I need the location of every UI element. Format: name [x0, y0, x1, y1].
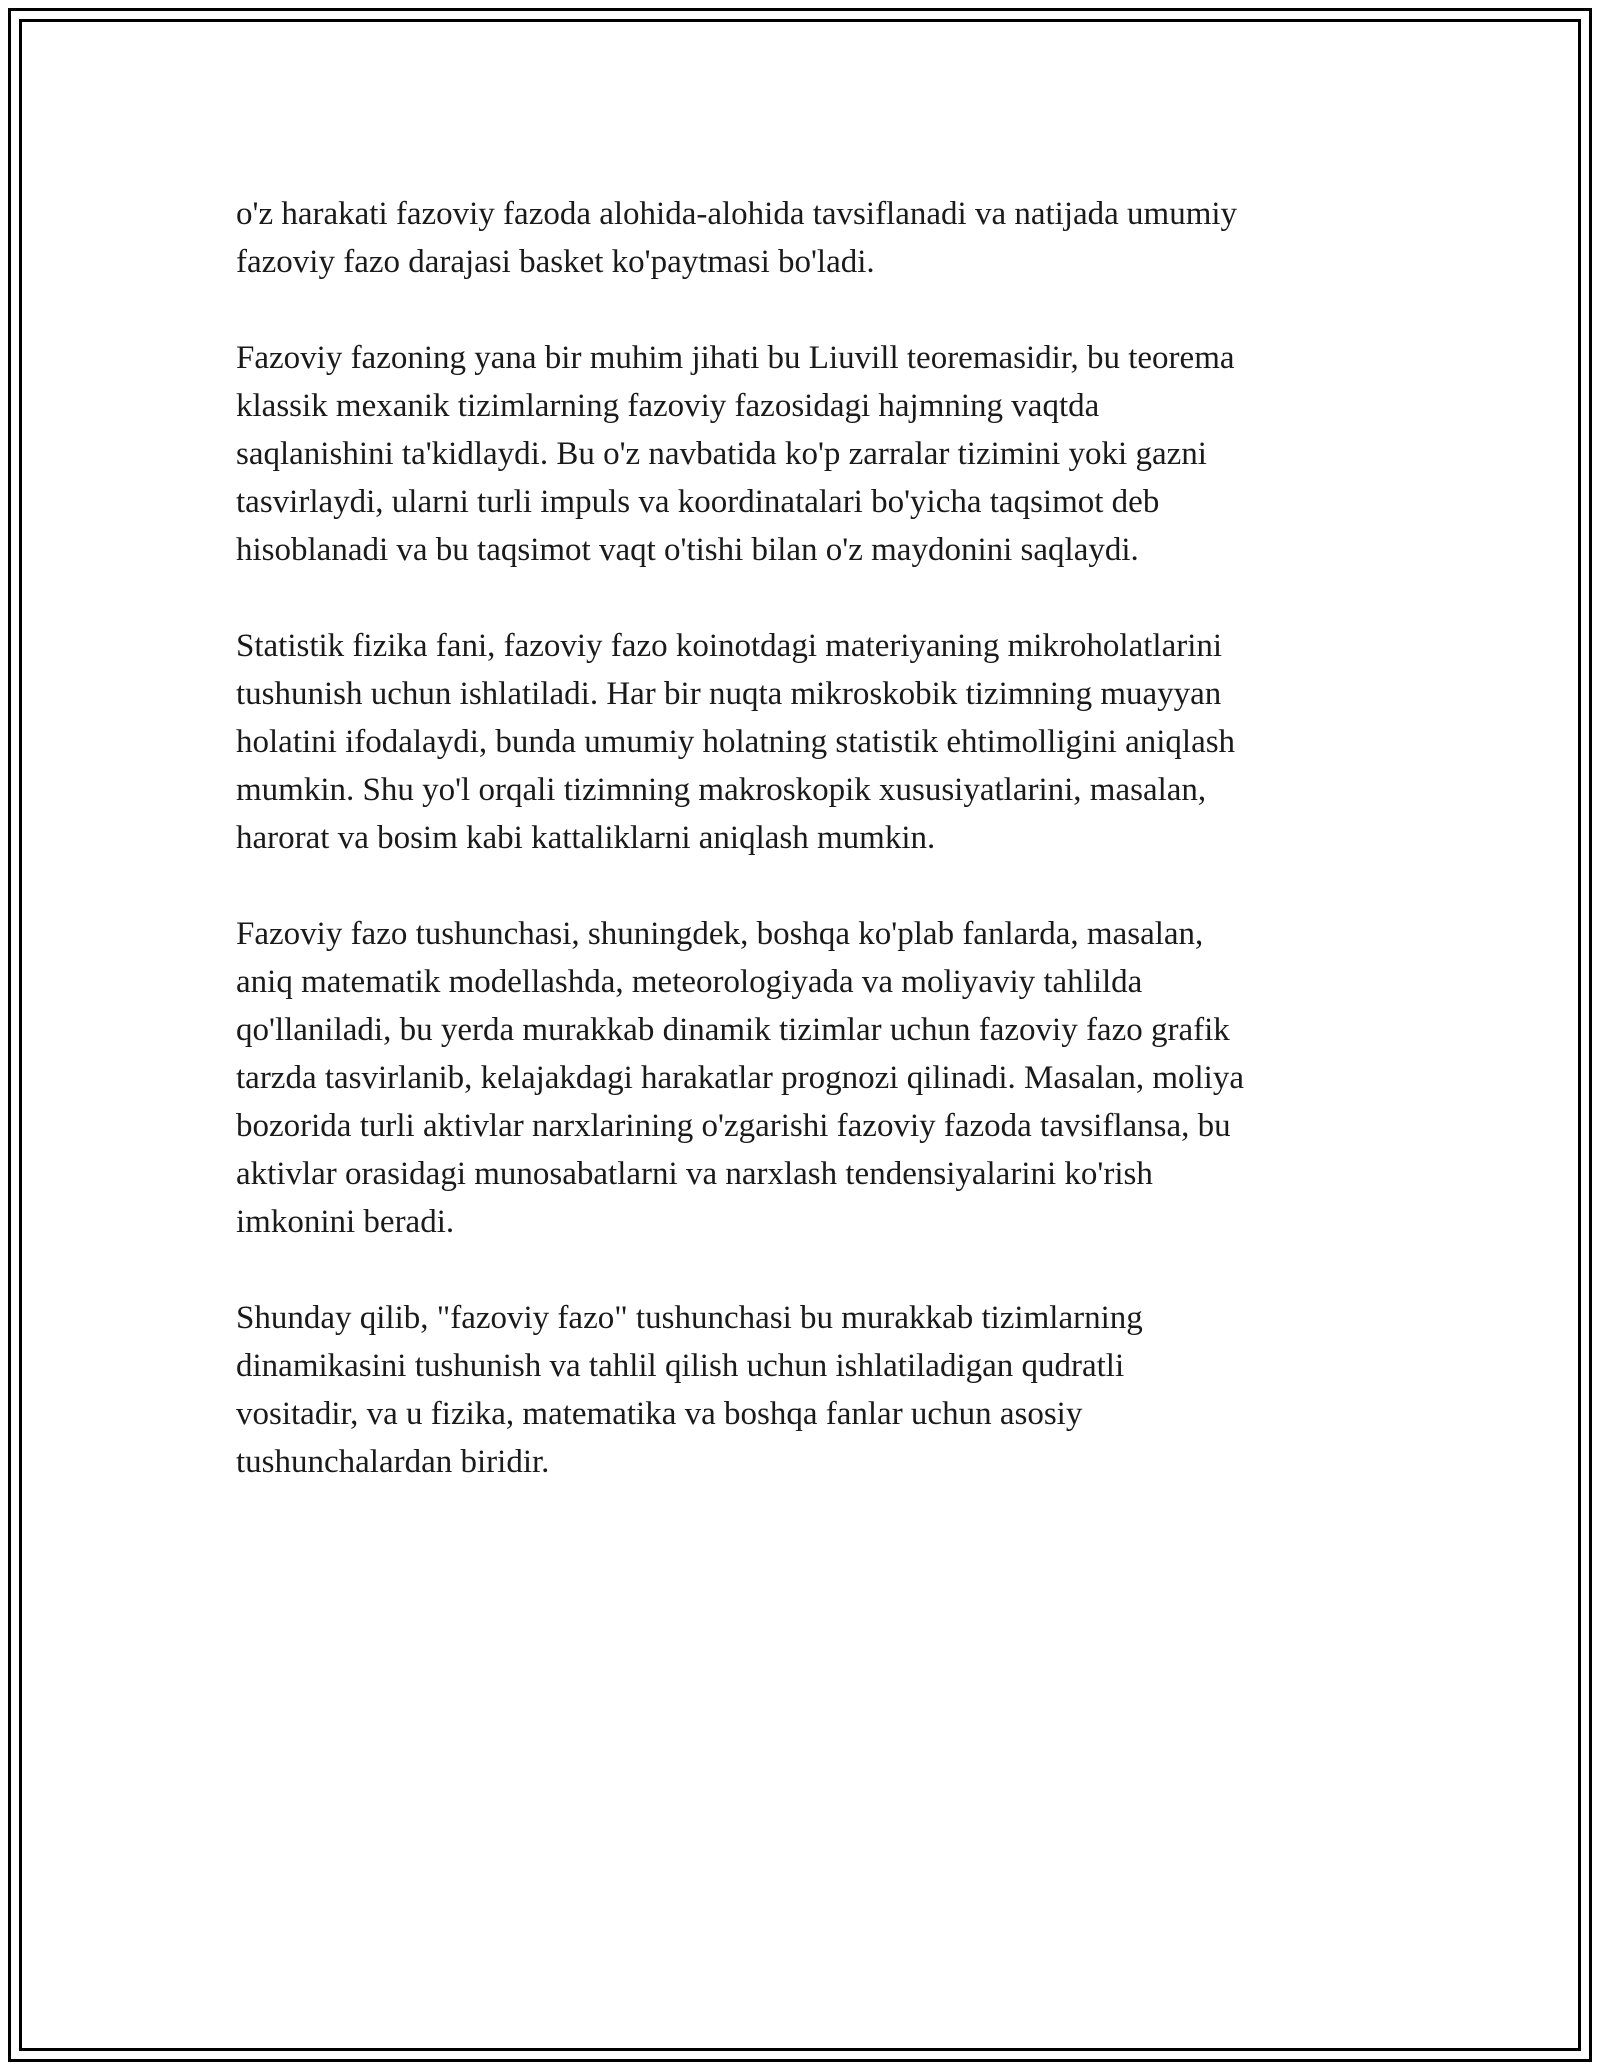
text-line: vositadir, va u fizika, matematika va boshqa fanlar uchun asosiy	[236, 1396, 1083, 1432]
text-line: tasvirlaydi, ularni turli impuls va koordinatalari bo'yicha taqsimot deb	[236, 484, 1160, 520]
text-line: harorat va bosim kabi kattaliklarni aniqlash mumkin.	[236, 820, 936, 856]
text-line: dinamikasini tushunish va tahlil qilish uchun ishlatiladigan qudratli	[236, 1348, 1125, 1384]
text-line: Fazoviy fazoning yana bir muhim jihati bu Liuvill teoremasidir, bu teorema	[236, 340, 1235, 376]
paragraph-3	[236, 622, 1366, 862]
text-line: Statistik fizika fani, fazoviy fazo koinotdagi materiyaning mikroholatlarini	[236, 628, 1223, 664]
text-line: aktivlar orasidagi munosabatlarni va narxlash tendensiyalarini ko'rish	[236, 1156, 1153, 1192]
text-line: o'z harakati fazoviy fazoda alohida-alohida tavsiflanadi va natijada umumiy	[236, 196, 1238, 232]
paragraph-5	[236, 1294, 1366, 1486]
text-line: bozorida turli aktivlar narxlarining o'zgarishi fazoviy fazoda tavsiflansa, bu	[236, 1108, 1231, 1144]
paragraph-4	[236, 910, 1366, 1246]
text-line: holatini ifodalaydi, bunda umumiy holatning statistik ehtimolligini aniqlash	[236, 724, 1236, 760]
text-line: aniq matematik modellashda, meteorologiyada va moliyaviy tahlilda	[236, 964, 1143, 1000]
text-line: qo'llaniladi, bu yerda murakkab dinamik tizimlar uchun fazoviy fazo grafik	[236, 1012, 1230, 1048]
text-line: klassik mexanik tizimlarning fazoviy fazosidagi hajmning vaqtda	[236, 388, 1100, 424]
text-line: imkonini beradi.	[236, 1204, 455, 1240]
text-line: mumkin. Shu yo'l orqali tizimning makroskopik xususiyatlarini, masalan,	[236, 772, 1207, 808]
text-line: tushunchalardan biridir.	[236, 1444, 550, 1480]
text-line: tushunish uchun ishlatiladi. Har bir nuqta mikroskobik tizimning muayyan	[236, 676, 1222, 712]
text-line: hisoblanadi va bu taqsimot vaqt o'tishi bilan o'z maydonini saqlaydi.	[236, 532, 1139, 568]
text-line: Fazoviy fazo tushunchasi, shuningdek, boshqa ko'plab fanlarda, masalan,	[236, 916, 1204, 952]
text-line: saqlanishini ta'kidlaydi. Bu o'z navbatida ko'p zarralar tizimini yoki gazni	[236, 436, 1207, 472]
text-line: tarzda tasvirlanib, kelajakdagi harakatlar prognozi qilinadi. Masalan, moliya	[236, 1060, 1244, 1096]
text-line: Shunday qilib, "fazoviy fazo" tushunchasi bu murakkab tizimlarning	[236, 1300, 1143, 1336]
text-line: fazoviy fazo darajasi basket ko'paytmasi bo'ladi.	[236, 244, 875, 280]
paragraph-2	[236, 334, 1366, 574]
paragraph-1	[236, 190, 1366, 286]
document-body	[236, 190, 1366, 1486]
